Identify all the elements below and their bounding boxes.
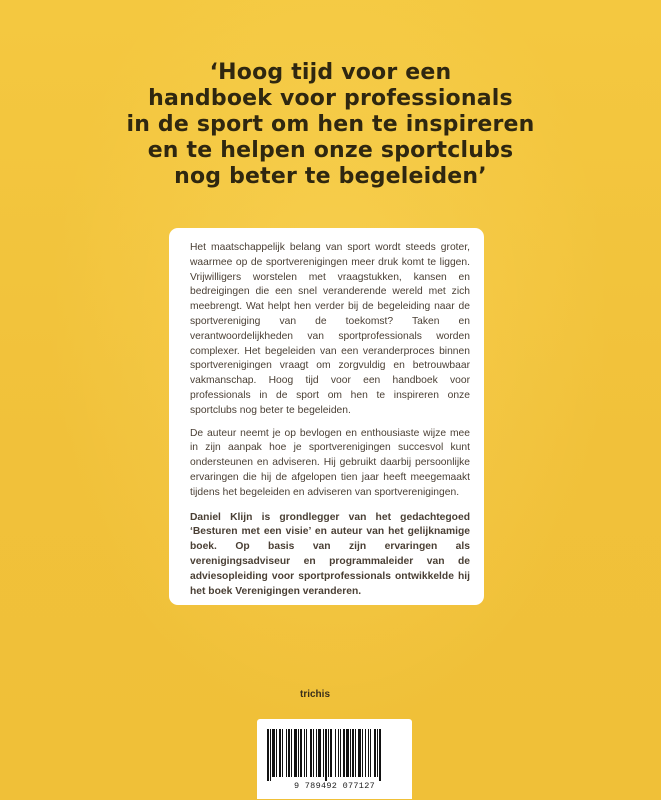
barcode-bar (368, 729, 369, 777)
barcode-bar (340, 729, 341, 777)
barcode-bar (355, 729, 356, 777)
barcode-bar (294, 729, 297, 777)
barcode-bar (318, 729, 321, 777)
barcode-bar (306, 729, 307, 777)
barcode-bar (304, 729, 305, 777)
description-paragraph-approach: De auteur neemt je op bevlogen en enthousiaste wijze mee in zijn aanpak hoe je sportverenigingen succesvol kunt ondersteunen en adviseren. Hij gebruikt daarbij persoonlijke ervaringen die hij de afgelopen tien jaar heeft meegemaakt tijdens het begeleiden en adviseren van sportverenigingen. (190, 427, 470, 498)
barcode-bar (323, 729, 324, 777)
publisher-logo: trichis (300, 689, 331, 700)
barcode-bar (343, 729, 345, 777)
barcode-bar (338, 729, 339, 777)
description-card (169, 228, 484, 605)
barcode-bar (352, 729, 354, 777)
barcode-bar (377, 729, 378, 777)
author-bio: Daniel Klijn is grondlegger van het gedachtegoed ‘Besturen met een visie’ en auteur van het gelijknamige boek. Op basis van zijn ervaringen als verenigingsadviseur en programmaleider van de adviesopleiding voor sportprofessionals ontwikkelde hij het boek Verenigingen veranderen. (190, 511, 470, 597)
quote-line: en te helpen onze sportclubs (147, 138, 514, 163)
description-paragraph-intro: Het maatschappelijk belang van sport wordt steeds groter, waarmee op de sportverenigingen meer druk komt te liggen. Vrijwilligers worstelen met vraagstukken, kansen en bedreigingen die een snel veranderende wereld met zich meebrengt. Wat helpt hen verder bij de begeleiding naar de sportvereniging van de toekomst? Taken en verantwoordelijkheden van sportprofessionals worden complexer. Het begeleiden van een veranderproces binnen sportverenigingen vraagt om zorgvuldig en betrouwbaar vakmanschap. Hoog tijd voor een handboek voor professionals in de sport om hen te inspireren onze sportclubs nog beter te begeleiden. (190, 242, 470, 416)
barcode-bar (346, 729, 349, 777)
barcode-bar (362, 729, 363, 777)
barcode-bar (335, 729, 336, 777)
barcode-bar (267, 729, 269, 781)
quote-line: handboek voor professionals (148, 86, 513, 111)
barcode-bar (279, 729, 281, 777)
barcode-bar (365, 729, 366, 777)
quote-line: in de sport om hen te inspireren (126, 112, 535, 137)
barcode-bar (276, 729, 277, 777)
barcode-bar (291, 729, 292, 777)
isbn-digits: 9 789492 077127 (293, 781, 375, 791)
barcode-bar (298, 729, 299, 777)
isbn-barcode (257, 719, 412, 799)
barcode-bar (288, 729, 290, 777)
barcode-bar (379, 729, 381, 781)
barcode-bar (350, 729, 351, 777)
barcode-bar (313, 729, 314, 777)
barcode-bar (358, 729, 361, 777)
barcode-bar (286, 729, 287, 777)
barcode-bar (310, 729, 312, 777)
barcode-bar (300, 729, 302, 777)
barcode-bar (316, 729, 317, 777)
barcode-bar (325, 729, 327, 781)
barcode-bar (282, 729, 283, 777)
barcode-bar (330, 729, 332, 777)
barcode-bar (370, 729, 371, 777)
quote-line: ‘Hoog tijd voor een (209, 60, 452, 85)
barcode-bar (328, 729, 329, 777)
quote-line: nog beter te begeleiden’ (174, 164, 487, 189)
barcode-bar (270, 729, 271, 781)
barcode-bar (272, 729, 275, 777)
barcode-bars (257, 719, 412, 783)
cover-quote (40, 60, 621, 190)
barcode-bar (374, 729, 376, 777)
